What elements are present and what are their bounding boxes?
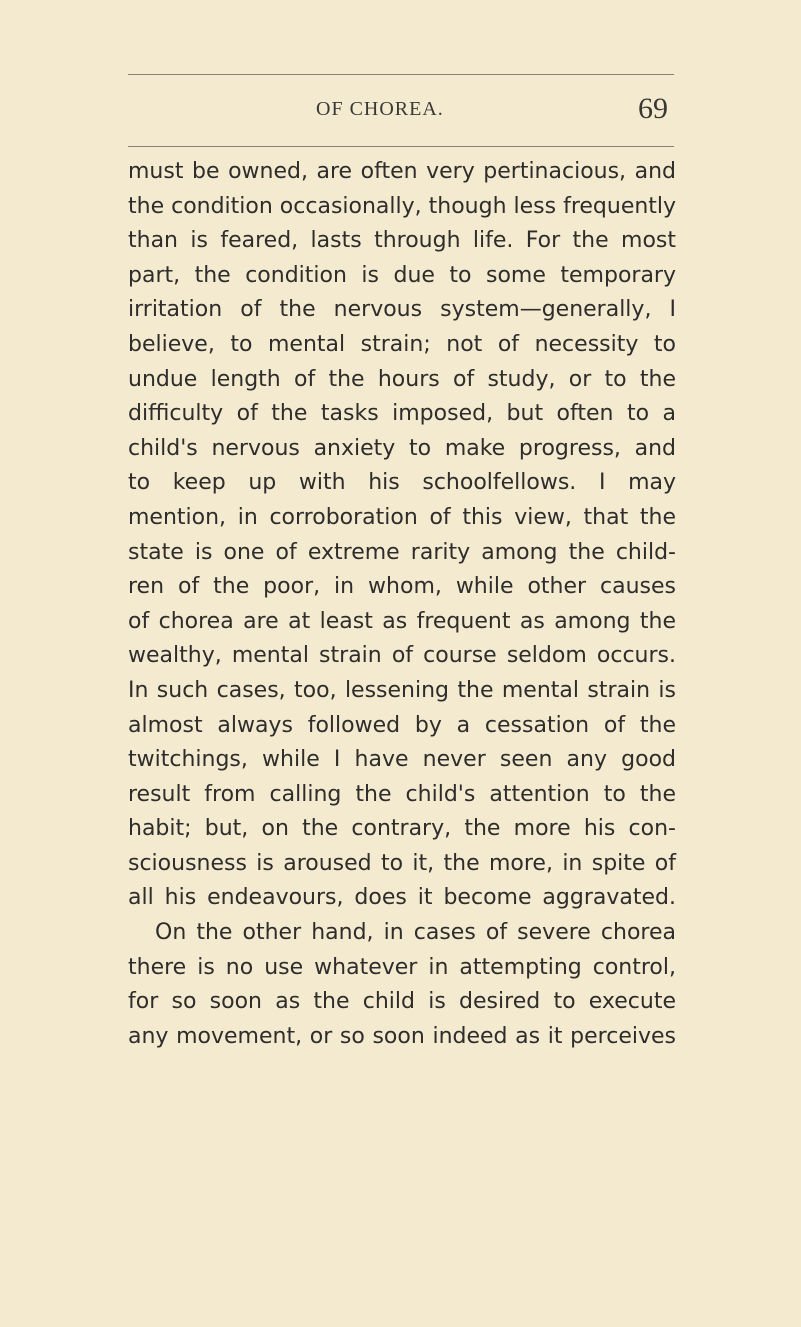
text-line: In such cases, too, lessening the mental strain is [128, 677, 676, 703]
text-line: sciousness is aroused to it, the more, in spite of [128, 850, 676, 876]
text-line: the condition occasionally, though less frequently [128, 193, 677, 219]
text-line: undue length of the hours of study, or to the [128, 366, 676, 392]
text-line: result from calling the child's attention to the [128, 781, 676, 807]
text-line: for so soon as the child is desired to execute [128, 989, 676, 1015]
text-line: wealthy, mental strain of course seldom occurs. [128, 643, 676, 669]
header-top-rule [128, 74, 674, 75]
text-line: all his endeavours, does it become aggravated. [128, 885, 676, 911]
text-line: state is one of extreme rarity among the child- [128, 539, 676, 565]
body-text [128, 155, 676, 1054]
text-line: than is feared, lasts through life. For the most [128, 228, 676, 254]
running-head: OF CHOREA. [316, 98, 444, 120]
text-line: must be owned, are often very pertinacious, and [128, 159, 676, 184]
text-line: habit; but, on the contrary, the more his con- [128, 816, 676, 842]
text-line: part, the condition is due to some temporary [128, 262, 676, 288]
header-bottom-rule [128, 146, 674, 147]
text-line: twitchings, while I have never seen any good [128, 747, 676, 773]
text-line: child's nervous anxiety to make progress, and [128, 435, 676, 461]
text-line: irritation of the nervous system—generally, I [128, 297, 676, 323]
text-line: mention, in corroboration of this view, that the [128, 504, 676, 530]
text-line: ren of the poor, in whom, while other causes [128, 574, 676, 600]
text-line: any movement, or so soon indeed as it perceives [128, 1023, 676, 1049]
text-line: to keep up with his schoolfellows. I may [128, 470, 676, 496]
text-line: On the other hand, in cases of severe chorea [155, 920, 676, 946]
text-line: of chorea are at least as frequent as among the [128, 608, 676, 634]
page-number: 69 [638, 92, 668, 125]
text-line: difficulty of the tasks imposed, but often to a [128, 401, 676, 427]
text-line: there is no use whatever in attempting control, [128, 954, 676, 980]
text-line: believe, to mental strain; not of necessity to [128, 331, 676, 357]
text-line: almost always followed by a cessation of the [128, 712, 676, 738]
